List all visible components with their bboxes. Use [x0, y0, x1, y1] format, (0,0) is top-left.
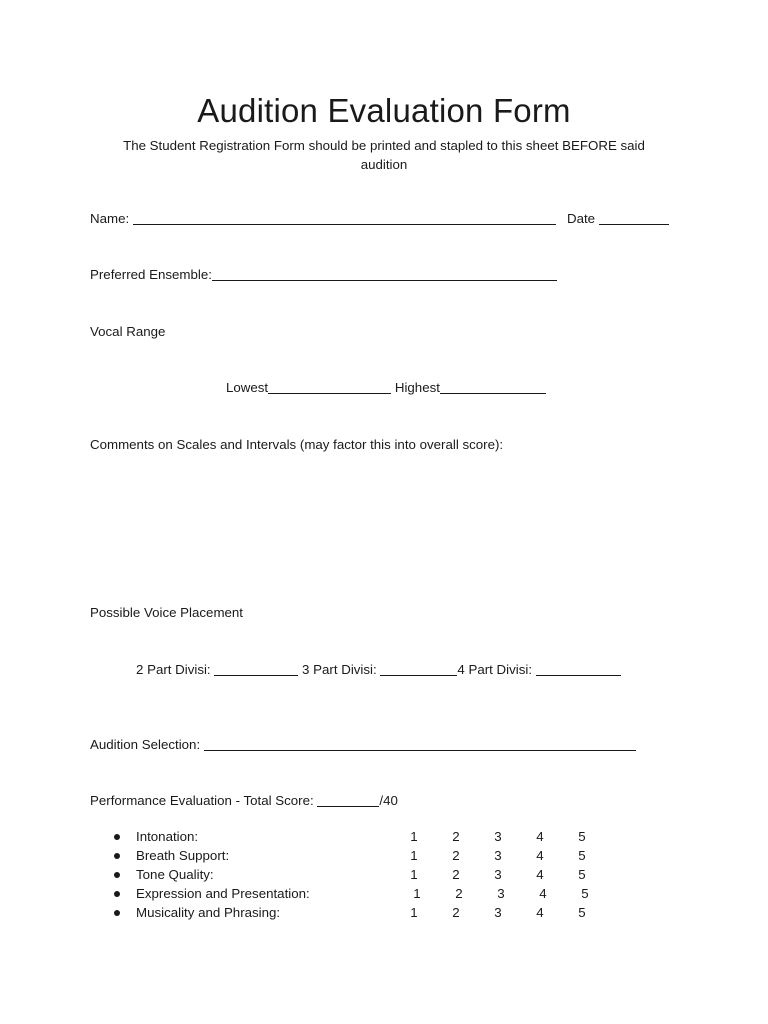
rating-option[interactable]: 3 [494, 848, 502, 863]
bullet-icon [114, 834, 120, 840]
rating-option[interactable]: 5 [581, 886, 589, 901]
lowest-label: Lowest [226, 380, 269, 395]
rating-option[interactable]: 2 [452, 867, 460, 882]
audition-selection-label: Audition Selection: [90, 737, 201, 752]
rating-option[interactable]: 2 [452, 905, 460, 920]
comments-label: Comments on Scales and Intervals (may factor this into overall score): [90, 437, 504, 452]
rating-option[interactable]: 4 [536, 848, 544, 863]
preferred-ensemble-label: Preferred Ensemble: [90, 267, 212, 282]
two-part-label: 2 Part Divisi: [136, 662, 211, 677]
rating-option[interactable]: 5 [578, 848, 586, 863]
three-part-label: 3 Part Divisi: [302, 662, 377, 677]
name-field[interactable] [133, 212, 556, 225]
criterion-label: Intonation: [136, 829, 199, 844]
name-label: Name: [90, 211, 130, 226]
rating-option[interactable]: 2 [455, 886, 463, 901]
criterion-label: Expression and Presentation: [136, 886, 310, 901]
criterion-label: Breath Support: [136, 848, 230, 863]
rating-option[interactable]: 1 [410, 867, 418, 882]
page-title: Audition Evaluation Form [197, 92, 571, 129]
rating-option[interactable]: 4 [536, 829, 544, 844]
rating-option[interactable]: 4 [539, 886, 547, 901]
bullet-icon [114, 910, 120, 916]
rating-option[interactable]: 4 [536, 905, 544, 920]
rating-option[interactable]: 2 [452, 848, 460, 863]
rating-option[interactable]: 2 [452, 829, 460, 844]
bullet-icon [114, 891, 120, 897]
date-label: Date [566, 211, 596, 226]
voice-placement-heading: Possible Voice Placement [90, 605, 243, 620]
rating-option[interactable]: 3 [497, 886, 505, 901]
vocal-range-row [226, 379, 546, 396]
rating-option[interactable]: 3 [494, 905, 502, 920]
name-row [90, 210, 669, 227]
rating-option[interactable]: 4 [536, 867, 544, 882]
divisi-row [136, 661, 621, 678]
rating-option[interactable]: 1 [410, 829, 418, 844]
bullet-icon [114, 872, 120, 878]
comments-area[interactable] [90, 458, 670, 588]
highest-field[interactable] [440, 381, 546, 394]
criterion-label: Musicality and Phrasing: [136, 905, 281, 920]
lowest-field[interactable] [268, 381, 391, 394]
preferred-ensemble-row [90, 266, 557, 283]
preferred-ensemble-field[interactable] [212, 268, 557, 281]
rating-option[interactable]: 3 [494, 867, 502, 882]
highest-label: Highest [394, 380, 440, 395]
four-part-field[interactable] [536, 663, 621, 676]
three-part-field[interactable] [380, 663, 457, 676]
rating-option[interactable]: 3 [494, 829, 502, 844]
rating-option[interactable]: 5 [578, 905, 586, 920]
total-score-field[interactable] [317, 794, 379, 807]
audition-selection-row [90, 736, 636, 753]
two-part-field[interactable] [214, 663, 298, 676]
criterion-label: Tone Quality: [136, 867, 214, 882]
audition-selection-field[interactable] [204, 738, 636, 751]
rating-option[interactable]: 5 [578, 867, 586, 882]
total-score-suffix: /40 [379, 793, 398, 808]
performance-total-row [90, 792, 398, 809]
rating-option[interactable]: 1 [410, 848, 418, 863]
bullet-icon [114, 853, 120, 859]
performance-total-label: Performance Evaluation - Total Score: [90, 793, 314, 808]
rating-option[interactable]: 5 [578, 829, 586, 844]
vocal-range-heading: Vocal Range [90, 324, 166, 339]
rating-option[interactable]: 1 [413, 886, 421, 901]
rating-option[interactable]: 1 [410, 905, 418, 920]
form-instructions: The Student Registration Form should be printed and stapled to this sheet BEFORE said audition [123, 138, 645, 172]
four-part-label: 4 Part Divisi: [457, 662, 533, 677]
date-field[interactable] [599, 212, 669, 225]
